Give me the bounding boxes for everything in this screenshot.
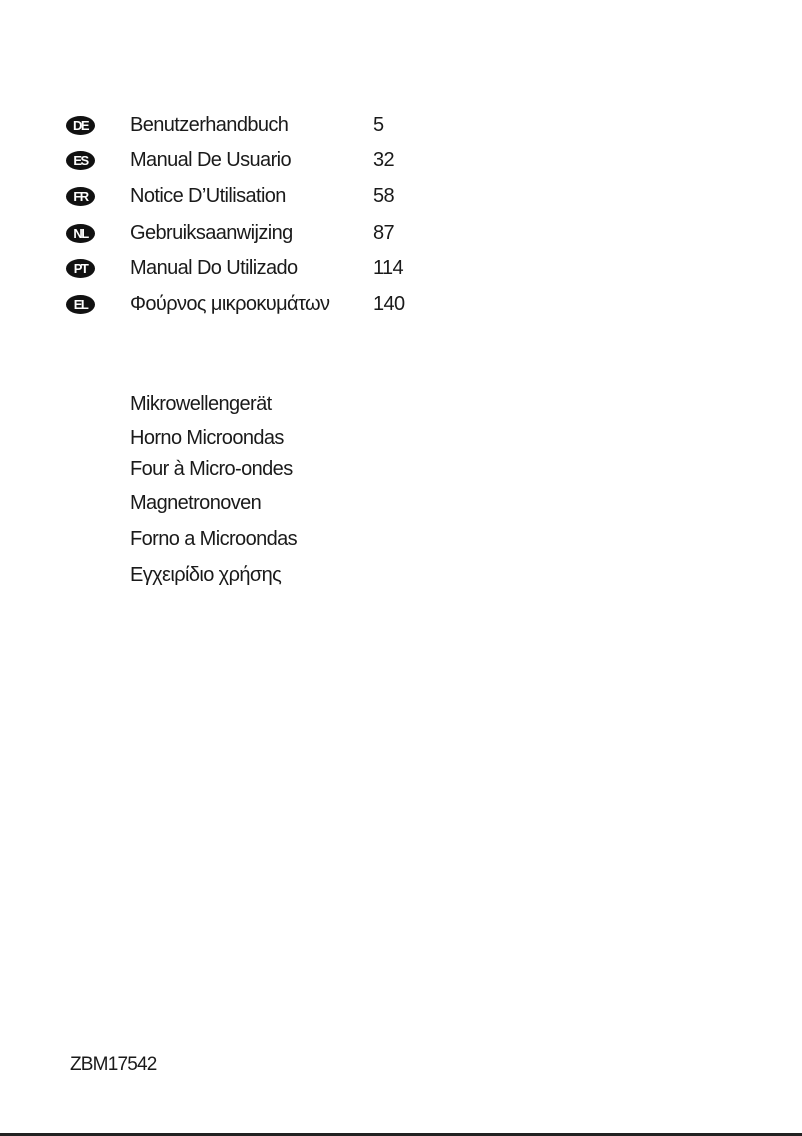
toc-page-number: 140 xyxy=(373,293,405,315)
toc-page-number: 5 xyxy=(373,114,384,136)
language-badge-pt: PT xyxy=(66,259,95,278)
toc-row-pt xyxy=(0,255,500,281)
toc-page-number: 87 xyxy=(373,222,395,244)
product-name-fr: Four à Micro-ondes xyxy=(130,458,293,480)
toc-title: Benutzerhandbuch xyxy=(130,114,289,136)
product-name-es: Horno Microondas xyxy=(130,427,284,449)
toc-title: Φούρνος μικροκυμάτων xyxy=(130,293,330,315)
language-badge-nl: NL xyxy=(66,224,95,243)
toc-title: Manual De Usuario xyxy=(130,149,291,171)
product-name-de: Mikrowellengerät xyxy=(130,393,272,415)
language-badge-el: EL xyxy=(66,295,95,314)
product-name-el: Εγχειρίδιο χρήσης xyxy=(130,564,282,586)
toc-title: Notice D’Utilisation xyxy=(130,185,286,207)
toc-row-fr xyxy=(0,183,500,209)
toc-page-number: 58 xyxy=(373,185,395,207)
toc-page-number: 114 xyxy=(373,257,404,279)
product-name-nl: Magnetronoven xyxy=(130,492,262,514)
toc-title: Gebruiksaanwijzing xyxy=(130,222,293,244)
product-name-pt: Forno a Microondas xyxy=(130,528,298,550)
model-code: ZBM17542 xyxy=(70,1054,157,1075)
language-badge-de: DE xyxy=(66,116,95,135)
language-badge-es: ES xyxy=(66,151,95,170)
toc-row-es xyxy=(0,147,500,173)
toc-title: Manual Do Utilizado xyxy=(130,257,298,279)
toc-row-de xyxy=(0,112,500,138)
toc-page-number: 32 xyxy=(373,149,395,171)
toc-row-nl xyxy=(0,220,500,246)
toc-row-el xyxy=(0,291,500,317)
language-badge-fr: FR xyxy=(66,187,95,206)
